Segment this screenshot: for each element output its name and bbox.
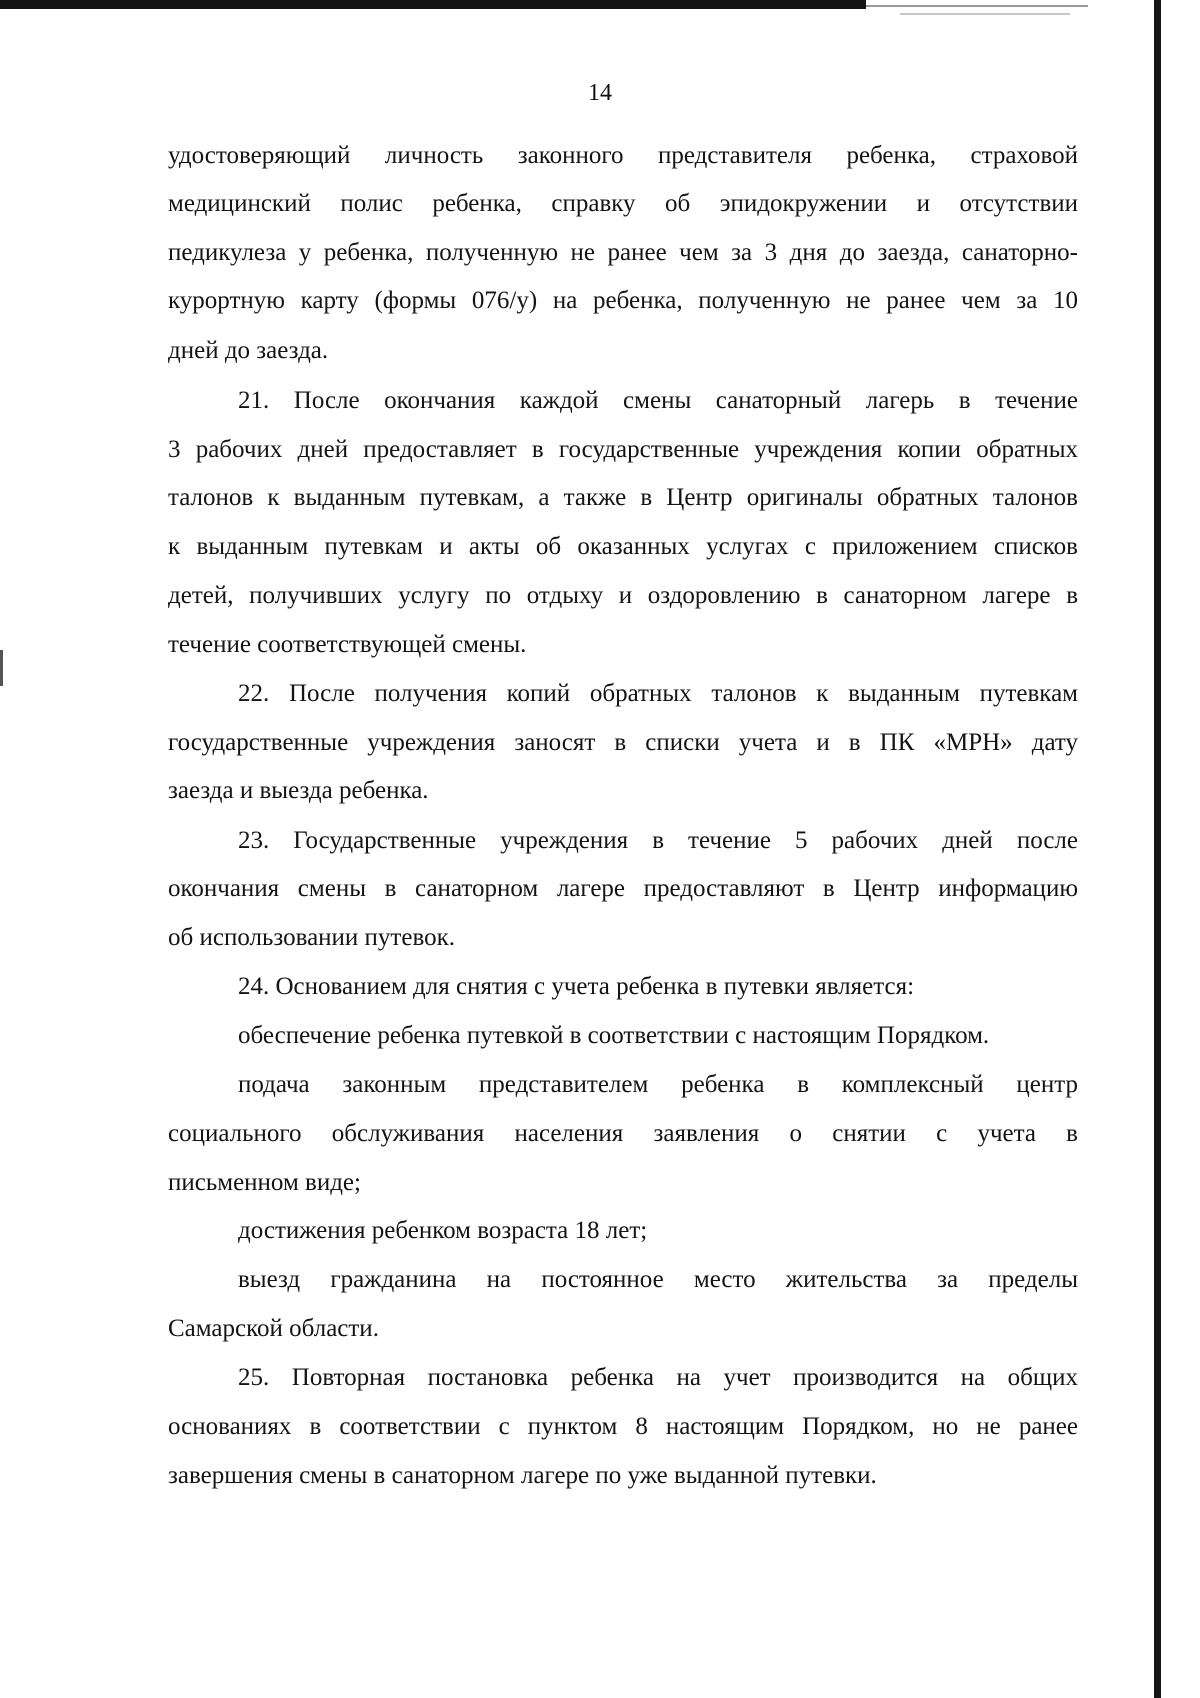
text-line: 3 рабочих дней предоставляет в государственные учреждения копии обратных (168, 436, 1078, 463)
scan-top-edge-faint-2 (900, 13, 1070, 15)
page-number: 14 (588, 80, 612, 106)
text-line: медицинский полис ребенка, справку об эпидокружении и отсутствии (168, 190, 1078, 217)
text-line: основаниях в соответствии с пунктом 8 настоящим Порядком, но не ранее (168, 1413, 1078, 1440)
text-line: педикулеза у ребенка, полученную не ранее чем за 3 дня до заезда, санаторно- (168, 239, 1078, 266)
text-line: 25. Повторная постановка ребенка на учет производится на общих (238, 1364, 1078, 1391)
text-line: детей, получивших услугу по отдыху и оздоровлению в санаторном лагере в (168, 582, 1078, 609)
text-line: достижения ребенком возраста 18 лет; (238, 1217, 648, 1244)
text-line: выезд гражданина на постоянное место жительства за пределы (238, 1266, 1078, 1293)
scan-right-edge (1154, 0, 1161, 1698)
text-line: удостоверяющий личность законного представителя ребенка, страховой (168, 142, 1078, 169)
text-line: течение соответствующей смены. (168, 631, 527, 658)
text-line: завершения смены в санаторном лагере по уже выданной путевки. (168, 1462, 877, 1489)
text-line: об использовании путевок. (168, 924, 455, 951)
text-line: 21. После окончания каждой смены санаторный лагерь в течение (238, 387, 1078, 414)
text-line: к выданным путевкам и акты об оказанных услугах с приложением списков (168, 533, 1078, 560)
scan-left-mark (0, 650, 3, 686)
text-line: дней до заезда. (168, 337, 329, 364)
text-line: Самарской области. (168, 1315, 379, 1342)
text-line: талонов к выданным путевкам, а также в Центр оригиналы обратных талонов (168, 484, 1078, 511)
text-line: 24. Основанием для снятия с учета ребенка в путевки является: (238, 973, 915, 1000)
text-line: социального обслуживания населения заявления о снятии с учета в (168, 1120, 1078, 1147)
text-line: письменном виде; (168, 1169, 361, 1196)
scan-top-edge-faint (866, 5, 1088, 7)
text-line: обеспечение ребенка путевкой в соответствии с настоящим Порядком. (238, 1022, 990, 1049)
text-line: государственные учреждения заносят в списки учета и в ПК «МРН» дату (168, 729, 1078, 756)
text-line: 23. Государственные учреждения в течение 5 рабочих дней после (238, 827, 1078, 854)
text-line: окончания смены в санаторном лагере предоставляют в Центр информацию (168, 875, 1078, 902)
text-line: курортную карту (формы 076/у) на ребенка, полученную не ранее чем за 10 (168, 287, 1078, 314)
text-line: 22. После получения копий обратных талонов к выданным путевкам (238, 680, 1078, 707)
text-line: заезда и выезда ребенка. (168, 777, 429, 804)
text-line: подача законным представителем ребенка в комплексный центр (238, 1071, 1078, 1098)
scan-top-edge (0, 0, 866, 9)
